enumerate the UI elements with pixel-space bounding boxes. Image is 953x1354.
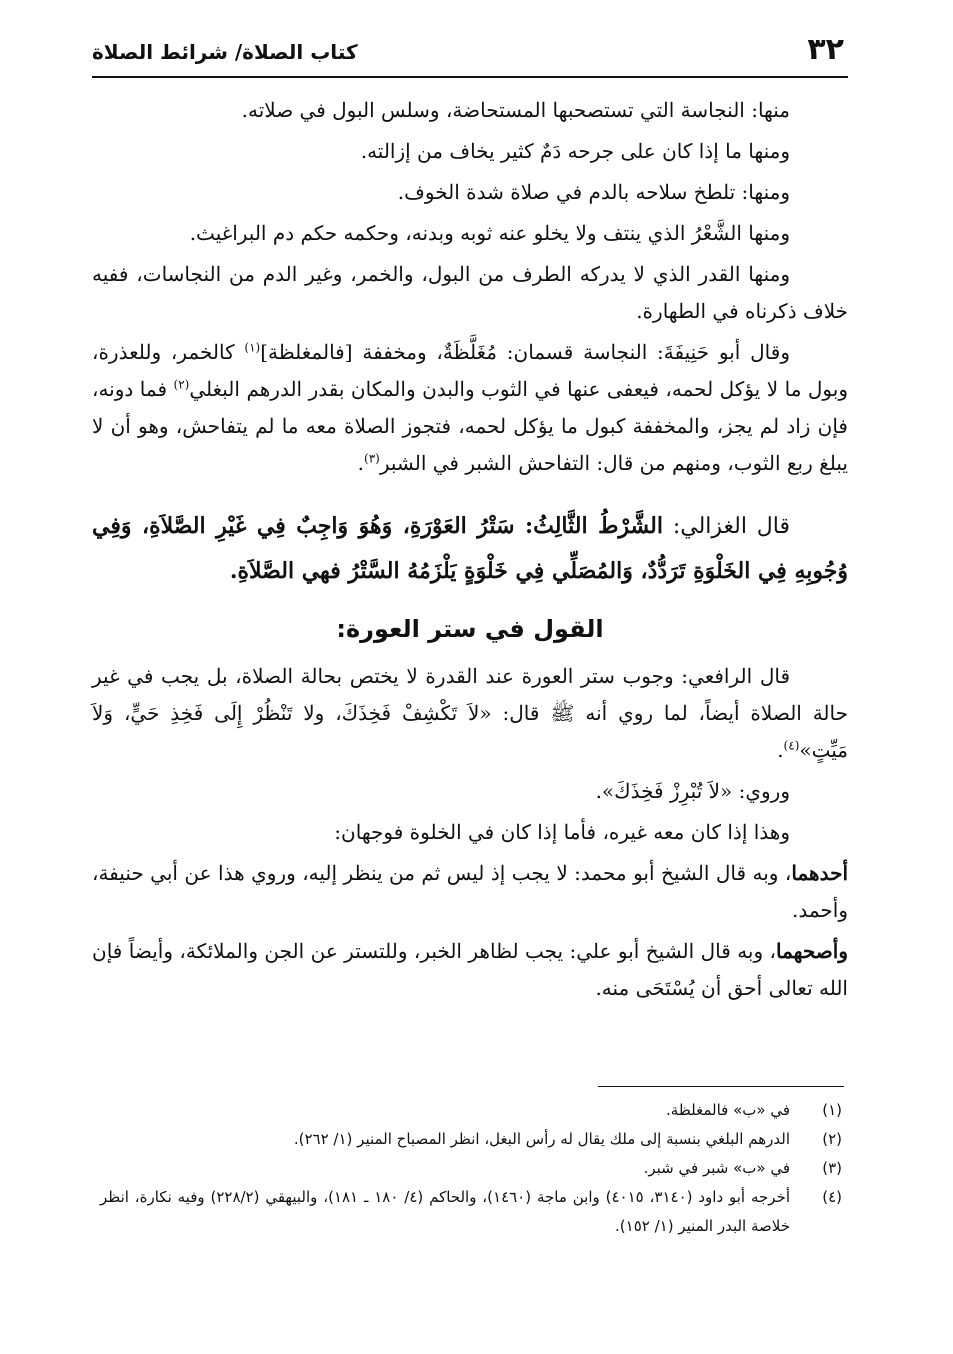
footnote-text: الدرهم البلغي بنسبة إلى ملك يقال له رأس البغل، انظر المصباح المنير (١/ ٢٦٢). — [293, 1130, 790, 1148]
page-number: ٣٢ — [807, 32, 844, 67]
footnote — [100, 1125, 842, 1154]
text-run: . — [777, 738, 784, 762]
paragraph: ومنها القدر الذي لا يدركه الطرف من البول، والخمر، وغير الدم من النجاسات، ففيه خلاف ذكرناه في الطهارة. — [92, 262, 848, 323]
footnote-text: أخرجه أبو داود (٣١٤٠، ٤٠١٥) وابن ماجة (١٤٦٠)، والحاكم (٤/ ١٨٠ ـ ١٨١)، والبيهقي (٢٢٨/٢) وفيه نكارة، انظر خلاصة البدر المنير (١/ ١٥٢). — [100, 1188, 790, 1235]
footnote-number: (١) — [822, 1101, 842, 1119]
paragraph: ومنها الشَّعْرُ الذي ينتف ولا يخلو عنه ثوبه وبدنه، وحكمه حكم دم البراغيث. — [189, 221, 790, 245]
footnote-ref: (٣) — [364, 451, 380, 466]
footnote — [100, 1183, 842, 1241]
footnote-text: في «ب» شبر في شبر. — [643, 1159, 790, 1177]
quote-attribution: قال الغزالي: — [663, 514, 790, 539]
bold-term: أحدهما — [791, 861, 849, 885]
ghazali-quote — [92, 504, 848, 593]
footnote-number: (٣) — [822, 1159, 842, 1177]
text-run: ، وبه قال الشيخ أبو علي: يجب لظاهر الخبر، وللتستر عن الجن والملائكة، وأيضاً فإن الله تعالى أحق أن يُسْتَحَى منه. — [92, 939, 848, 1000]
bold-term: وأصحهما — [776, 939, 848, 963]
paragraph — [92, 334, 848, 482]
footnote — [100, 1096, 842, 1125]
paragraph — [92, 855, 848, 929]
footnote-ref: (٢) — [173, 377, 190, 392]
page-header — [92, 28, 848, 78]
footnote-text: في «ب» فالمغلظة. — [666, 1101, 790, 1119]
running-head: كتاب الصلاة/ شرائط الصلاة — [92, 40, 358, 64]
quote-text: الشَّرْطُ الثَّالِثُ: سَتْرُ العَوْرَةِ، وَهُوَ وَاجِبٌ فِي غَيْرِ الصَّلاَةِ، وَفِي وُجُوبِهِ فِي الخَلْوَةِ تَرَدُّدٌ، وَالمُصَلِّي فِي خَلْوَةٍ يَلْزَمُهُ السَّتْرُ فهي الصَّلاَةِ. — [92, 513, 848, 584]
main-text — [92, 92, 848, 1011]
text-run: قال الرافعي: وجوب ستر العورة عند القدرة لا يختص بحالة الصلاة، بل يجب في غير حالة الصلاة أيضاً، لما روي أنه ﷺ قال: «لاَ تَكْشِفْ فَخِذَكَ، ولا تَنْظُرْ إِلَى فَخِذِ حَيٍّ، وَلاَ مَيِّتٍ» — [92, 664, 848, 762]
paragraph: وروي: «لاَ تُبْرِزْ فَخِذَكَ». — [595, 779, 790, 803]
paragraph — [92, 658, 848, 769]
paragraph: ومنها ما إذا كان على جرحه دَمٌ كثير يخاف من إزالته. — [360, 139, 790, 163]
text-run: فما دونه، فإن زاد لم يجز، والمخففة كبول ما يؤكل لحمه، فتجوز الصلاة معه ما لم يتفاحش، وهو أن لا يبلغ ربع الثوب، ومنهم من قال: التفاحش الشبر في الشبر — [92, 377, 848, 475]
footnote-number: (٤) — [822, 1188, 842, 1206]
footnote — [100, 1154, 842, 1183]
footnotes — [100, 1096, 842, 1241]
paragraph: وهذا إذا كان معه غيره، فأما إذا كان في الخلوة فوجهان: — [334, 820, 790, 844]
text-run: كالخمر، وللعذرة، وبول ما لا يؤكل لحمه، فيعفى عنها في الثوب والبدن والمكان بقدر الدرهم البغلي — [92, 340, 848, 401]
paragraph: ومنها: تلطخ سلاحه بالدم في صلاة شدة الخوف. — [397, 180, 790, 204]
paragraph — [92, 933, 848, 1007]
paragraph: منها: النجاسة التي تستصحبها المستحاضة، وسلس البول في صلاته. — [241, 98, 790, 122]
footnote-ref: (١) — [244, 340, 261, 355]
text-run: وقال أبو حَنِيفَةَ: النجاسة قسمان: مُغَلَّظَةٌ، ومخففة [فالمغلظة] — [260, 340, 790, 364]
footnote-number: (٢) — [822, 1130, 842, 1148]
footnote-ref: (٤) — [783, 738, 800, 753]
text-run: ، وبه قال الشيخ أبو محمد: لا يجب إذ ليس ثم من ينظر إليه، وروي هذا عن أبي حنيفة، وأحمد. — [92, 861, 848, 922]
section-heading: القول في ستر العورة: — [336, 615, 604, 643]
footnote-divider — [598, 1086, 844, 1087]
text-run: . — [357, 451, 364, 475]
